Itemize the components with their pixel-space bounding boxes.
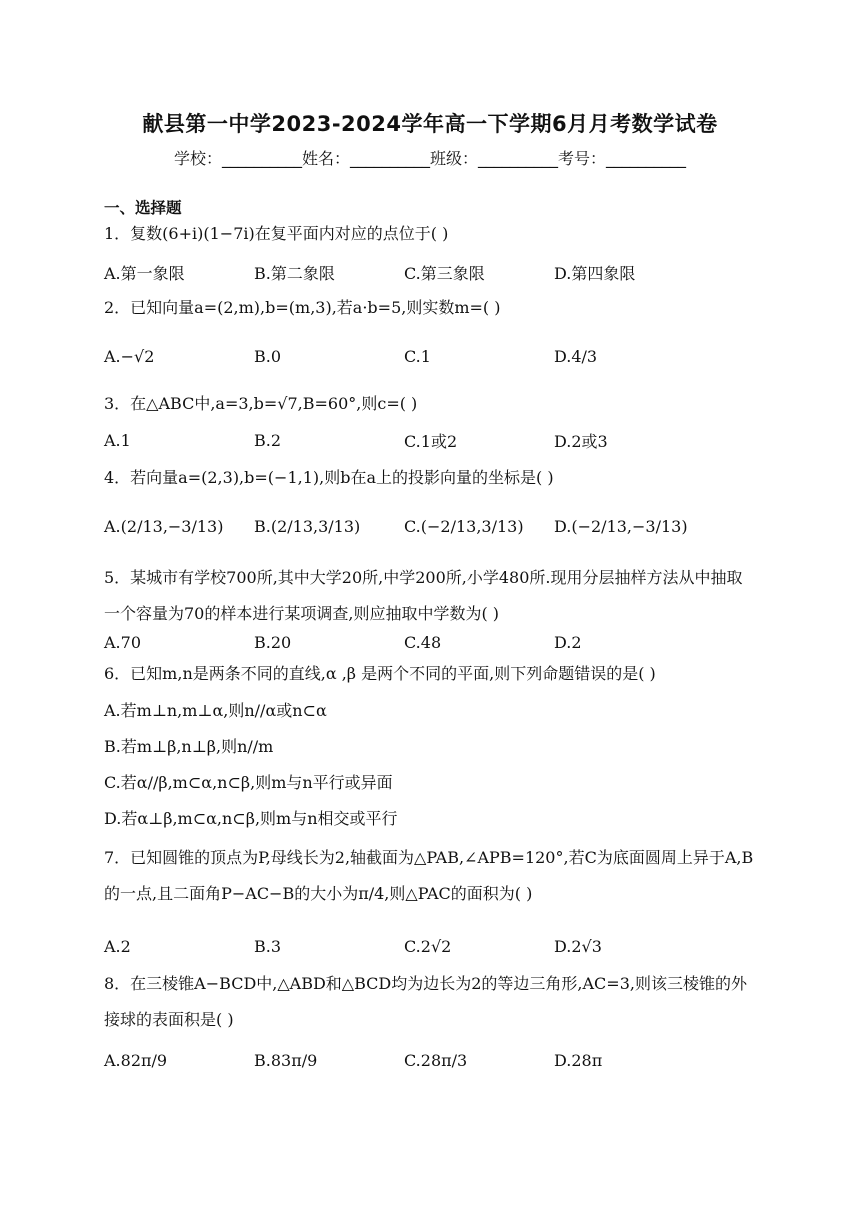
question-3 <box>104 386 764 422</box>
q5-option-c: C.48 <box>404 632 442 652</box>
q1-option-b: B.第二象限 <box>254 263 335 283</box>
q1-option-a: A.第一象限 <box>104 263 185 283</box>
q8-option-c: C.28π/3 <box>404 1050 468 1070</box>
student-info-line: 学校：__________姓名：__________班级：__________考号：__________ <box>173 149 686 168</box>
q6-statement-a: A.若m⊥n,m⊥α,则n//α或n⊂α <box>104 701 327 720</box>
exam-title: 献县第一中学2023-2024学年高一下学期6月月考数学试卷 <box>142 112 718 136</box>
q8-option-b: B.83π/9 <box>254 1050 318 1070</box>
q1-option-c: C.第三象限 <box>404 263 485 283</box>
question-8-text: 8．在三棱锥A−BCD中,△ABD和△BCD均为边长为2的等边三角形,AC=3,则该三棱锥的外接球的表面积是( ) <box>104 974 747 1029</box>
q4-option-b: B.(2/13,3/13) <box>254 516 361 536</box>
q7-option-d: D.2√3 <box>554 936 602 956</box>
q8-option-d: D.28π <box>554 1050 603 1070</box>
question-7-text: 7．已知圆锥的顶点为P,母线长为2,轴截面为△PAB,∠APB=120°,若C为底面圆周上异于A,B的一点,且二面角P−AC−B的大小为π/4,则△PAC的面积为( ) <box>104 848 754 903</box>
question-8-options <box>104 1040 764 1080</box>
question-1 <box>104 216 764 252</box>
question-2-text: 2．已知向量a=(2,m),b=(m,3),若a·b=5,则实数m=( ) <box>104 298 501 317</box>
question-3-options <box>104 420 764 460</box>
q2-option-c: C.1 <box>404 346 431 366</box>
q7-option-b: B.3 <box>254 936 282 956</box>
q5-option-d: D.2 <box>554 632 582 652</box>
q2-option-d: D.4/3 <box>554 346 598 366</box>
question-4 <box>104 460 764 496</box>
question-7 <box>104 840 754 912</box>
question-4-text: 4．若向量a=(2,3),b=(−1,1),则b在a上的投影向量的坐标是( ) <box>104 468 554 487</box>
q8-option-a: A.82π/9 <box>104 1050 168 1070</box>
question-1-text: 1．复数(6+i)(1−7i)在复平面内对应的点位于( ) <box>104 224 449 243</box>
q4-option-c: C.(−2/13,3/13) <box>404 516 524 536</box>
section-title: 一、选择题 <box>104 199 182 217</box>
q7-option-c: C.2√2 <box>404 936 452 956</box>
q5-option-b: B.20 <box>254 632 292 652</box>
q6-statement-c: C.若α//β,m⊂α,n⊂β,则m与n平行或异面 <box>104 773 393 792</box>
q3-option-b: B.2 <box>254 430 282 450</box>
q6-statement-d: D.若α⊥β,m⊂α,n⊂β,则m与n相交或平行 <box>104 809 398 828</box>
q7-option-a: A.2 <box>104 936 131 956</box>
q6-statement-b: B.若m⊥β,n⊥β,则n//m <box>104 737 274 756</box>
q3-option-a: A.1 <box>104 430 131 450</box>
question-3-text: 3．在△ABC中,a=3,b=√7,B=60°,则c=( ) <box>104 394 418 413</box>
q3-option-c: C.1或2 <box>404 431 458 451</box>
q4-option-d: D.(−2/13,−3/13) <box>554 516 688 536</box>
question-6 <box>104 656 764 692</box>
q5-option-a: A.70 <box>104 632 141 652</box>
q4-option-a: A.(2/13,−3/13) <box>104 516 224 536</box>
question-6-text: 6．已知m,n是两条不同的直线,α ,β 是两个不同的平面,则下列命题错误的是( ) <box>104 664 656 683</box>
question-1-options <box>104 252 764 292</box>
question-8 <box>104 966 754 1038</box>
question-5-text: 5．某城市有学校700所,其中大学20所,中学200所,小学480所.现用分层抽样方法从中抽取一个容量为70的样本进行某项调查,则应抽取中学数为( ) <box>104 568 743 623</box>
question-2 <box>104 290 764 326</box>
q2-option-a: A.−√2 <box>104 346 155 366</box>
q2-option-b: B.0 <box>254 346 282 366</box>
q1-option-d: D.第四象限 <box>554 263 636 283</box>
question-4-options <box>104 506 764 546</box>
q3-option-d: D.2或3 <box>554 431 608 451</box>
question-2-options <box>104 336 764 376</box>
question-7-options <box>104 926 764 966</box>
